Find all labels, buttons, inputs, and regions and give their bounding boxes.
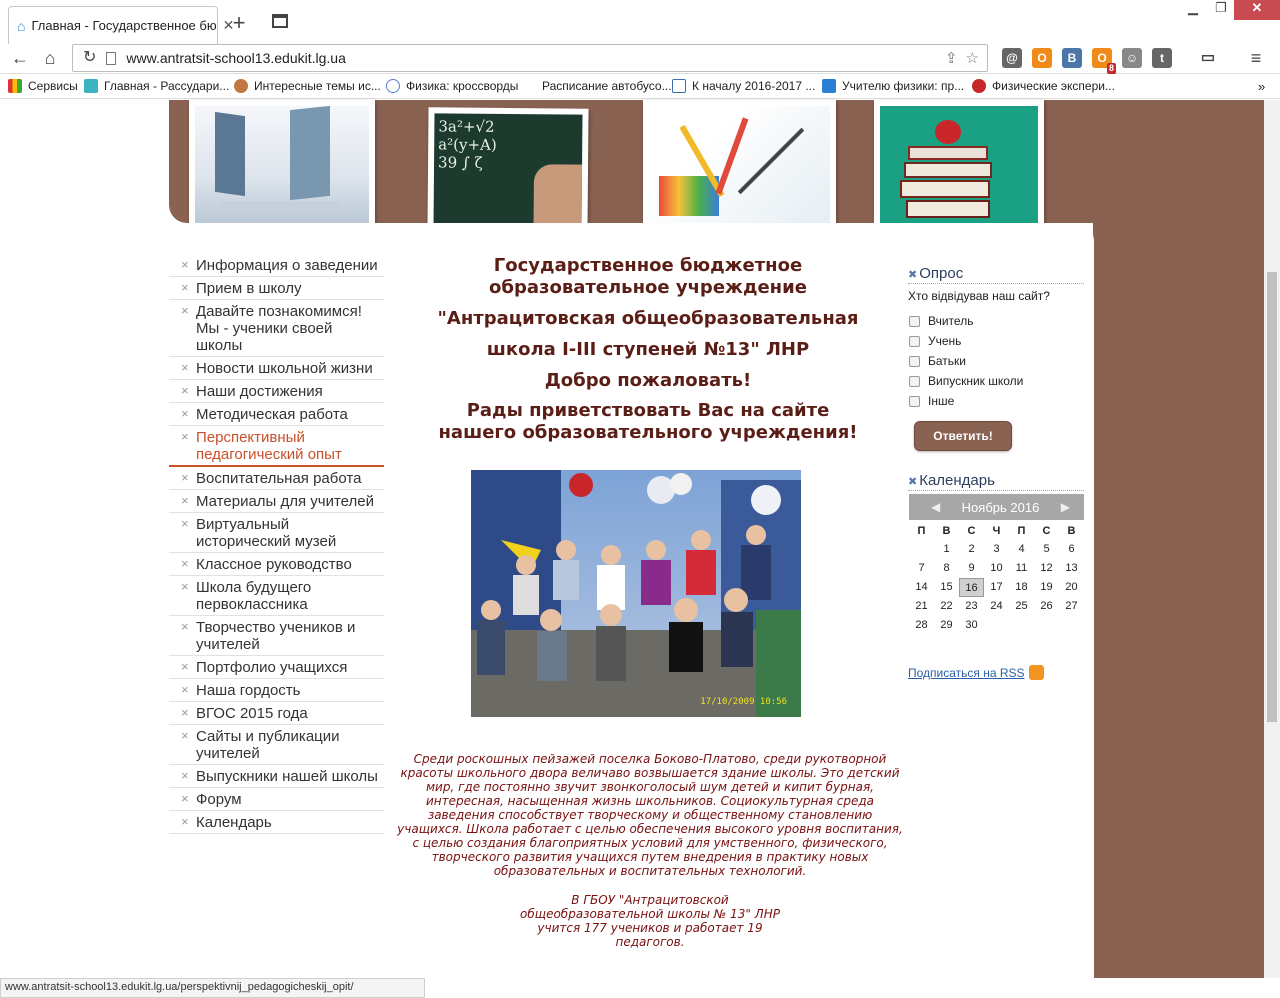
school-stats: В ГБОУ "Антрацитовской общеобразовательной школы № 13" ЛНР учится 177 учеников и работает 19 педагогов.	[520, 893, 780, 949]
calendar-day[interactable]: 12	[1040, 562, 1053, 574]
new-tab-button[interactable]: +	[232, 10, 246, 35]
page-title: Государственное бюджетное образовательное учреждение	[489, 255, 807, 298]
right-background	[1093, 100, 1264, 978]
menu-item[interactable]: × Давайте познакомимся! Мы - ученики своей школы	[169, 300, 384, 357]
bookmark-item[interactable]	[542, 79, 672, 93]
poll-option[interactable]	[909, 354, 966, 368]
home-button-icon[interactable]: ⌂	[44, 48, 56, 68]
bookmark-item[interactable]	[822, 79, 964, 93]
calendar-day[interactable]: 11	[1015, 562, 1028, 574]
menu-item[interactable]: × Перспективный педагогический опыт	[169, 426, 384, 467]
calendar-day[interactable]: 16	[959, 578, 984, 597]
calendar-day[interactable]: 14	[915, 581, 928, 593]
address-bar[interactable]	[72, 44, 988, 72]
maximize-button[interactable]: ❐	[1215, 0, 1227, 15]
share-icon[interactable]: ⇪	[944, 50, 958, 67]
status-bar-url: www.antratsit-school13.edukit.lg.ua/perspektivnij_pedagogicheskij_opit/	[0, 978, 425, 998]
tab-overview-icon[interactable]	[272, 14, 288, 28]
minimize-button[interactable]: ▁	[1188, 0, 1198, 15]
reload-icon[interactable]: ↻	[83, 49, 97, 66]
calendar-widget	[909, 494, 1084, 635]
menu-icon[interactable]: ≡	[1246, 48, 1266, 68]
notification-badge: 8	[1108, 63, 1114, 73]
rss-subscribe-link[interactable]	[908, 665, 1044, 680]
calendar-day[interactable]: 3	[993, 543, 1000, 555]
poll-option-label: Інше	[928, 394, 955, 408]
calendar-day[interactable]: 4	[1018, 543, 1025, 555]
calendar-day[interactable]: 21	[915, 600, 928, 612]
header-photo-blackboard: 3a²+√2 a²(y+A) 39 ∫ ζ	[427, 107, 588, 232]
browser-titlebar	[0, 0, 1280, 44]
bookmark-label: Интересные темы ис...	[254, 79, 381, 93]
poll-option[interactable]	[909, 314, 973, 328]
atom-icon	[386, 79, 400, 93]
calendar-day[interactable]: 19	[1040, 581, 1053, 593]
bookmark-item[interactable]	[84, 79, 229, 93]
odnoklassniki-notify-icon[interactable]: O 8	[1092, 48, 1112, 68]
back-icon[interactable]: ←	[11, 48, 29, 68]
calendar-days	[909, 540, 1084, 635]
header-photo-books	[874, 100, 1044, 240]
weekday-label: В	[1067, 525, 1076, 537]
calendar-day[interactable]: 8	[943, 562, 950, 574]
bookmark-label: Сервисы	[28, 79, 78, 93]
smiley-extension-icon[interactable]: ☺	[1122, 48, 1142, 68]
calendar-day[interactable]: 28	[915, 619, 928, 631]
poll-option-label: Випускник школи	[928, 374, 1024, 388]
calendar-day[interactable]: 15	[940, 581, 953, 593]
calendar-day[interactable]: 20	[1065, 581, 1078, 593]
menu-item[interactable]: × Выпускники нашей школы	[169, 765, 384, 788]
poll-title: Опрос	[919, 265, 964, 282]
weekday-label: П	[1017, 525, 1026, 537]
weekday-label: В	[942, 525, 951, 537]
close-window-button[interactable]: ✕	[1234, 0, 1280, 20]
menu-item[interactable]: × Методическая работа	[169, 403, 384, 426]
header-photo-pencils	[643, 100, 836, 232]
calendar-day[interactable]: 22	[940, 600, 953, 612]
odnoklassniki-icon[interactable]: O	[1032, 48, 1052, 68]
bookmarks-overflow-icon[interactable]: »	[1258, 79, 1266, 94]
calendar-month: Ноябрь 2016	[961, 499, 1040, 515]
calendar-day[interactable]: 30	[965, 619, 978, 631]
bookmark-label: К началу 2016-2017 ...	[692, 79, 816, 93]
poll-option-label: Батьки	[928, 354, 966, 368]
calendar-day[interactable]: 25	[1015, 600, 1028, 612]
header-photo-computers	[189, 100, 375, 232]
mail-extension-icon[interactable]: @	[1002, 48, 1022, 68]
calendar-heading-icon: ✖	[908, 476, 918, 488]
browser-tab[interactable]	[8, 6, 235, 44]
poll-heading-icon: ✖	[908, 269, 918, 281]
poll-option-label: Вчитель	[928, 314, 974, 328]
apps-grid-icon	[8, 79, 22, 93]
paper-plane-icon	[84, 79, 98, 93]
poll-heading	[908, 265, 1084, 284]
welcome-heading: Добро пожаловать!	[544, 370, 752, 391]
calendar-heading	[908, 472, 1084, 491]
calendar-day[interactable]: 1	[943, 543, 950, 555]
poll-option[interactable]	[909, 394, 954, 408]
home-icon: ⌂	[17, 17, 26, 34]
calendar-day[interactable]: 10	[990, 562, 1003, 574]
bookmark-label: Главная - Рассудари...	[104, 79, 230, 93]
bookmark-item[interactable]	[234, 79, 381, 93]
chat-icon[interactable]: ▭	[1198, 48, 1218, 68]
calendar-day[interactable]: 2	[968, 543, 975, 555]
url-text: www.antratsit-school13.edukit.lg.ua	[126, 50, 346, 66]
calendar-day[interactable]: 26	[1040, 600, 1053, 612]
weekday-label: С	[967, 525, 976, 537]
poll-checkbox[interactable]	[909, 356, 920, 367]
twitter-bookmark-icon	[822, 79, 836, 93]
calendar-day[interactable]: 27	[1065, 600, 1078, 612]
calendar-day[interactable]: 17	[990, 581, 1003, 593]
scrollbar-thumb[interactable]	[1267, 272, 1277, 722]
photo-timestamp: 17/10/2009 10:56	[700, 697, 787, 707]
poll-option[interactable]	[909, 374, 1023, 388]
poll-option[interactable]	[909, 334, 961, 348]
calendar-day[interactable]: 24	[990, 600, 1003, 612]
calendar-day[interactable]: 7	[918, 562, 925, 574]
menu-item[interactable]: × Классное руководство	[169, 553, 384, 576]
bookmark-apps[interactable]	[8, 79, 78, 93]
menu-item[interactable]: × Материалы для учителей	[169, 490, 384, 513]
calendar-day[interactable]: 29	[940, 619, 953, 631]
calendar-day[interactable]: 13	[1065, 562, 1078, 574]
menu-item[interactable]: × Форум	[169, 788, 384, 811]
poll-question: Хто відвідував наш сайт?	[908, 289, 1050, 303]
menu-item[interactable]: × Прием в школу	[169, 277, 384, 300]
face-icon	[234, 79, 248, 93]
bookmark-label: Физика: кроссворды	[406, 79, 519, 93]
menu-item[interactable]: × Наши достижения	[169, 380, 384, 403]
menu-item[interactable]: × Воспитательная работа	[169, 467, 384, 490]
calendar-day[interactable]: 18	[1015, 581, 1028, 593]
bookmarks-bar	[0, 75, 1280, 99]
vertical-scrollbar[interactable]	[1264, 100, 1280, 978]
browser-toolbar	[0, 44, 1280, 74]
calendar-day[interactable]: 6	[1068, 543, 1075, 555]
menu-item[interactable]: × Творчество учеников и учителей	[169, 616, 384, 656]
menu-item[interactable]: × Информация о заведении	[169, 254, 384, 277]
rss-label: Подписаться на RSS	[908, 665, 1025, 680]
menu-item[interactable]: × Новости школьной жизни	[169, 357, 384, 380]
bookmark-label: Учителю физики: пр...	[842, 79, 965, 93]
calendar-header	[909, 494, 1084, 520]
prev-month-icon[interactable]: ◀	[931, 500, 941, 514]
bookmark-label: Расписание автобусо...	[542, 79, 672, 93]
page-icon	[106, 52, 116, 65]
next-month-icon[interactable]: ▶	[1060, 500, 1070, 514]
twitter-icon[interactable]: t	[1152, 48, 1172, 68]
rss-icon	[1029, 665, 1044, 680]
vk-icon[interactable]: B	[1062, 48, 1082, 68]
calendar-day[interactable]: 9	[968, 562, 975, 574]
poll-option-label: Учень	[928, 334, 962, 348]
menu-item[interactable]: × Портфолио учащихся	[169, 656, 384, 679]
tab-title: Главная - Государственное бю	[31, 18, 217, 33]
poll-checkbox[interactable]	[909, 336, 920, 347]
weekday-label: Ч	[992, 525, 1001, 537]
poll-submit-button[interactable]: Ответить!	[914, 421, 1012, 451]
main-content	[398, 255, 898, 444]
school-children-photo	[471, 470, 801, 717]
menu-item[interactable]: × Виртуальный исторический музей	[169, 513, 384, 553]
greeting-heading: Рады приветствовать Вас на сайте нашего образовательного учреждения!	[438, 400, 858, 443]
calendar-day[interactable]: 5	[1043, 543, 1050, 555]
bottom-strip	[425, 978, 1280, 998]
menu-item[interactable]: × ВГОС 2015 года	[169, 702, 384, 725]
close-tab-icon[interactable]: ✕	[222, 17, 235, 33]
physics-icon	[972, 79, 986, 93]
calendar-day[interactable]: 23	[965, 600, 978, 612]
menu-item[interactable]: × Календарь	[169, 811, 384, 834]
school-name-line2: школа I-III ступеней №13" ЛНР	[486, 339, 810, 360]
calendar-empty	[909, 540, 934, 559]
bookmark-label: Физические экспери...	[992, 79, 1115, 93]
poll-checkbox[interactable]	[909, 316, 920, 327]
bookmark-item[interactable]	[386, 79, 518, 93]
school-name-line1: "Антрацитовская общеобразовательная	[437, 308, 859, 329]
menu-item[interactable]: × Наша гордость	[169, 679, 384, 702]
weekday-label: С	[1042, 525, 1051, 537]
menu-item[interactable]: × Школа будущего первоклассника	[169, 576, 384, 616]
main-menu	[169, 254, 384, 834]
weekday-label: П	[917, 525, 926, 537]
bookmark-item[interactable]	[972, 79, 1115, 93]
bookmark-item[interactable]	[672, 79, 815, 93]
poll-checkbox[interactable]	[909, 396, 920, 407]
school-description: Среди роскошных пейзажей поселка Боково-Платово, среди рукотворной красоты школьного двора величаво возвышается здание школы. Это детский мир, где постоянно звучит звонкоголосый шум детей и кипит бурная, интересная, насыщенная жизнь школьников. Социокультурная среда заведения способствует творческому и общественному становлению учащихся. Школа работает с целью обеспечения высокого уровня воспитания, с целью создания благоприятных условий для умственного, физического, творческого развития учащихся путем внедрения в практику новых образовательных и воспитательных технологий.	[397, 752, 903, 878]
calendar-page-icon	[672, 79, 686, 93]
menu-item[interactable]: × Сайты и публикации учителей	[169, 725, 384, 765]
poll-checkbox[interactable]	[909, 376, 920, 387]
calendar-weekdays	[909, 520, 1084, 540]
page-viewport	[0, 100, 1264, 978]
calendar-title: Календарь	[919, 472, 995, 489]
bookmark-star-icon[interactable]: ☆	[965, 50, 979, 67]
